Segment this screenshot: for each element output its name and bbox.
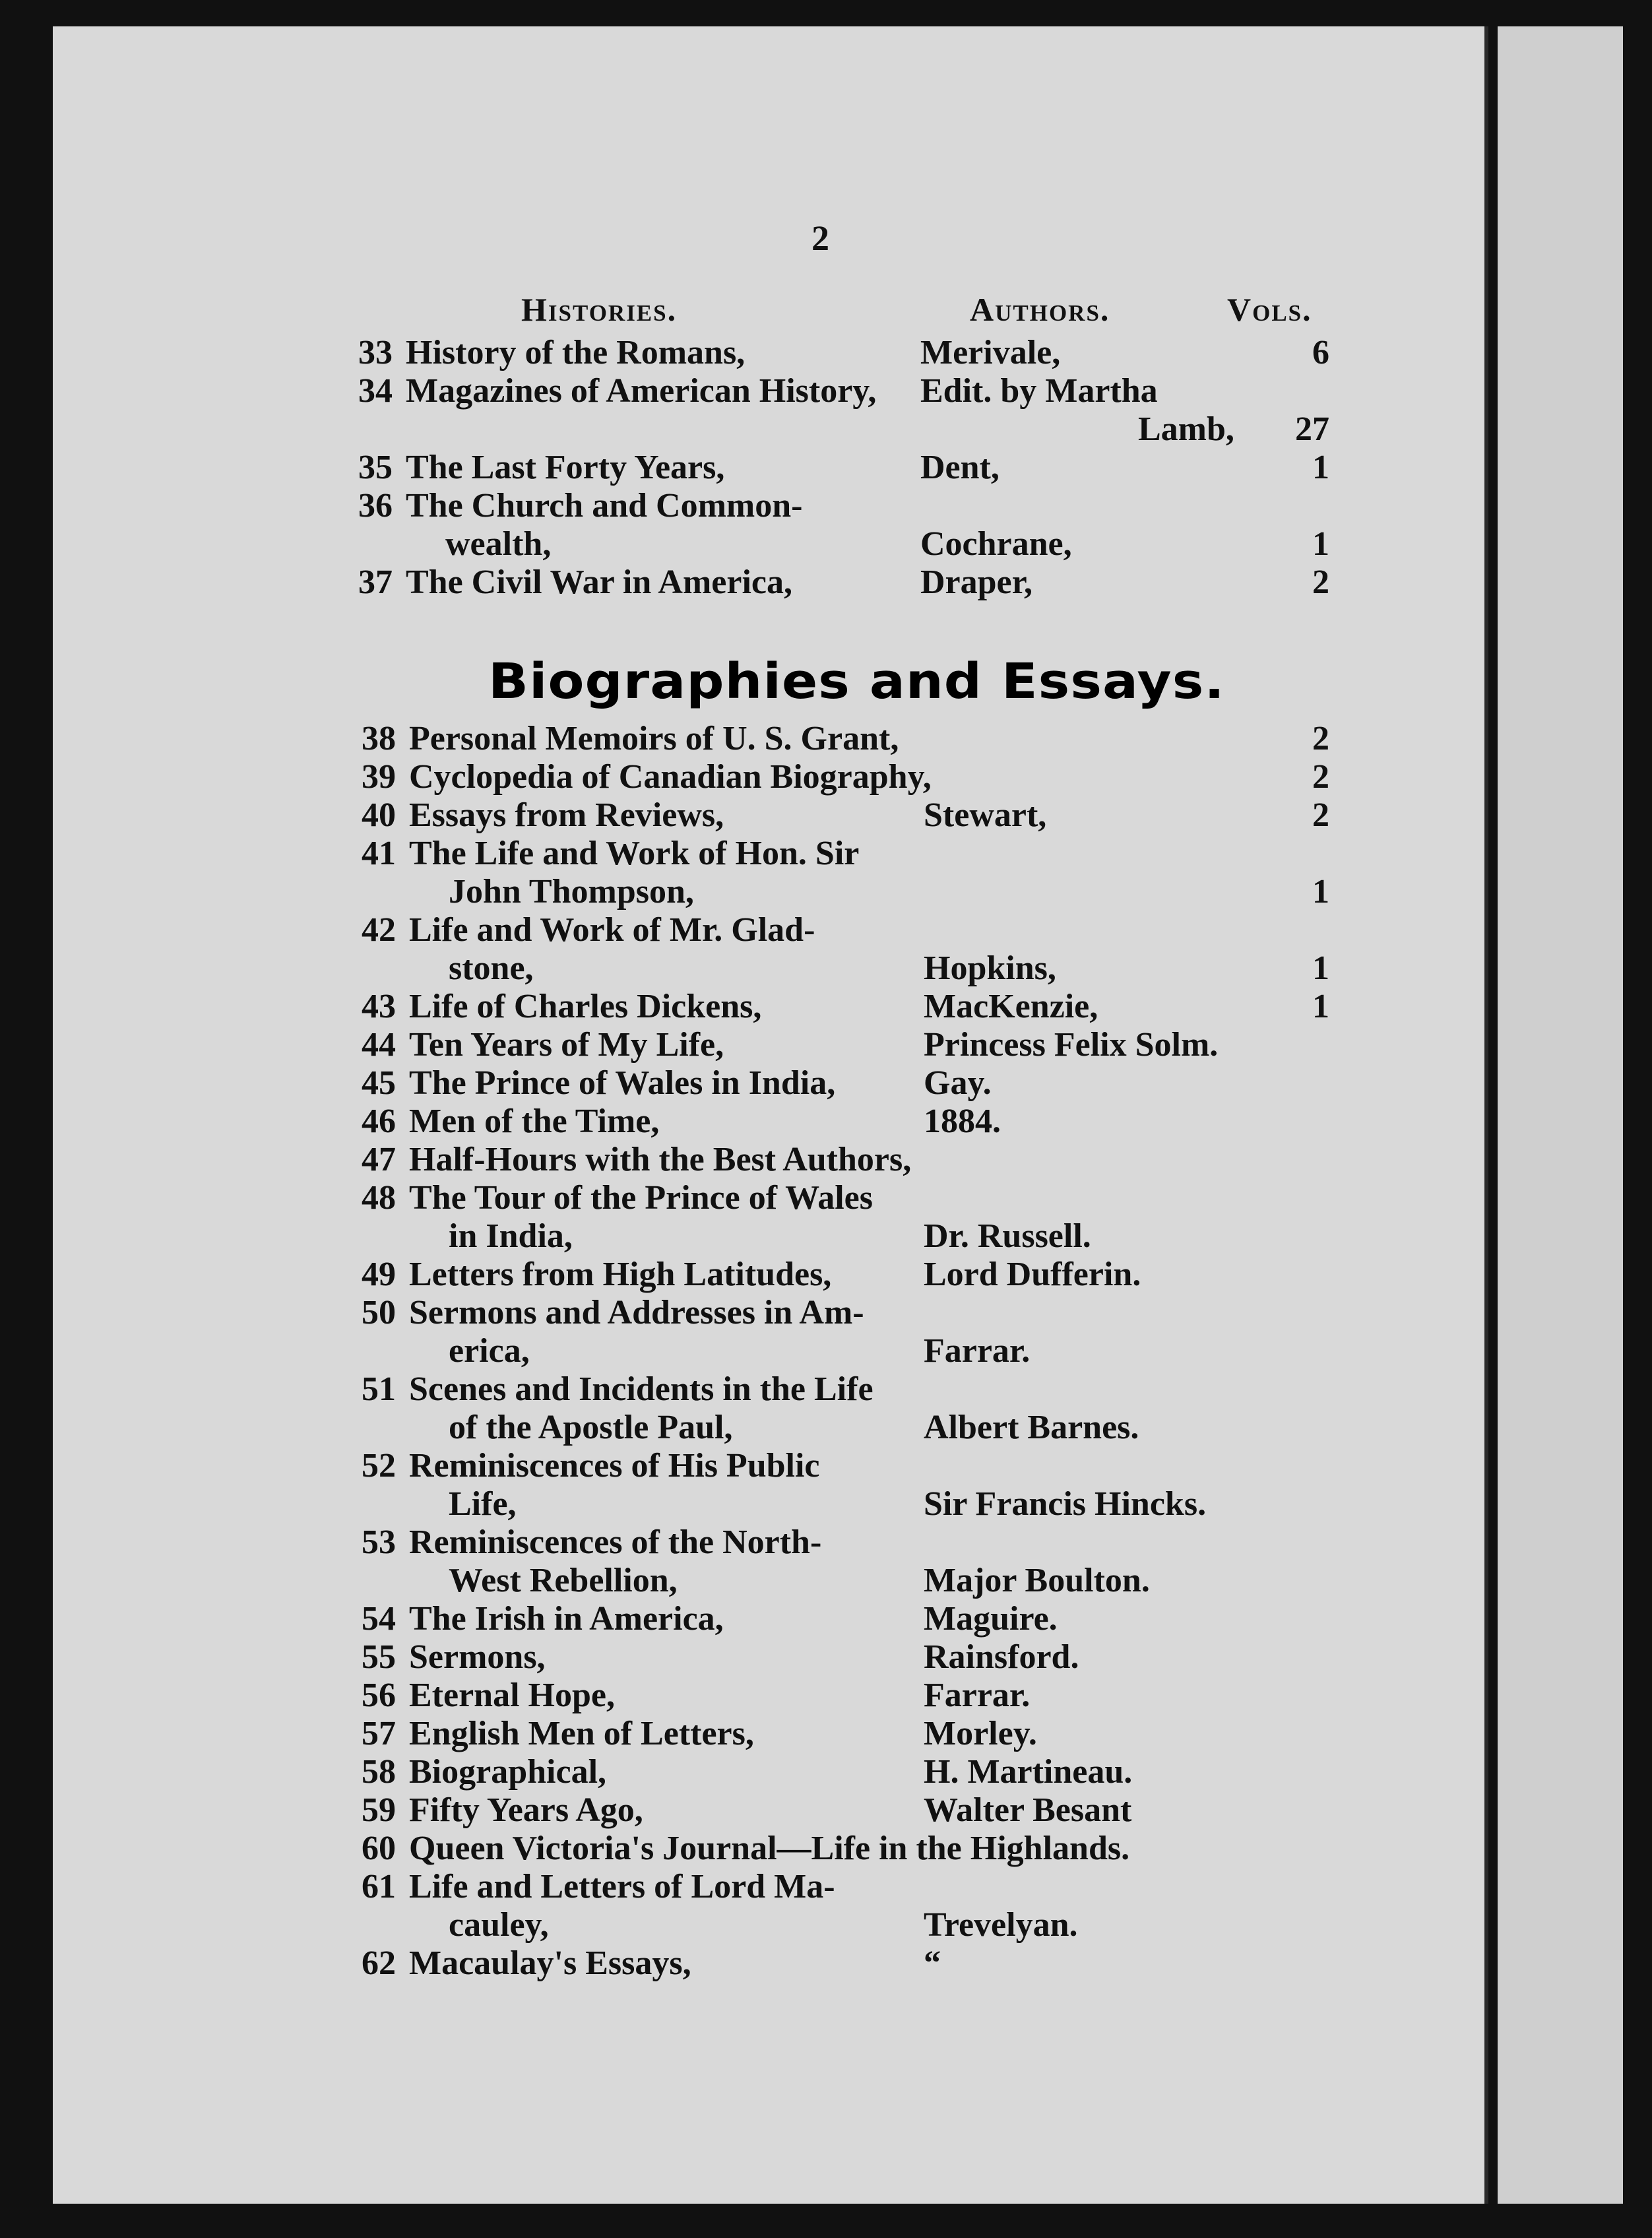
entry-number: 37 [358,563,393,601]
entry-title: Reminiscences of His Public [409,1447,820,1485]
entry-number: 47 [362,1141,396,1178]
entry-number: 34 [358,372,393,410]
entry-title-continued: in India, [449,1217,573,1255]
list-item [343,1446,1329,1486]
entry-vols: 2 [1312,563,1329,601]
list-item [343,1178,1329,1218]
entry-title-continued: West Rebellion, [449,1562,678,1599]
entry-number: 40 [362,796,396,834]
list-item [343,1714,1329,1754]
entry-number: 51 [362,1370,396,1408]
entry-author: Merivale, [920,334,1061,371]
entry-number: 59 [362,1791,396,1829]
list-item [343,1599,1329,1639]
list-item [343,1255,1329,1295]
entry-author: Lord Dufferin. [924,1256,1141,1293]
entry-title: The Civil War in America, [406,563,792,601]
entry-title: Reminiscences of the North- [409,1523,822,1561]
list-item [343,1676,1329,1715]
entry-title-continued: John Thompson, [449,873,694,911]
entry-title: Scenes and Incidents in the Life [409,1370,874,1408]
list-item [343,1752,1329,1792]
entry-title: Sermons and Addresses in Am- [409,1294,864,1331]
entry-title: The Irish in America, [409,1600,724,1638]
list-item-continuation [343,949,1329,988]
entry-vols: 2 [1312,720,1329,757]
list-item-continuation [343,1561,1329,1601]
entry-author: Stewart, [924,796,1047,834]
entry-author: “ [924,1944,941,1982]
entry-author: Draper, [920,563,1032,601]
entry-author: Morley. [924,1715,1037,1752]
section-title: Biographies and Essays. [488,653,1225,710]
entry-title-continued: Life, [449,1485,517,1523]
list-item [343,911,1329,950]
entry-author: H. Martineau. [924,1753,1133,1791]
list-item-continuation [343,1408,1329,1448]
entry-author: Dent, [920,449,1000,486]
entry-author-continued: Lamb, [1138,410,1234,448]
page-number: 2 [811,218,829,258]
entry-author: MacKenzie, [924,988,1098,1025]
list-item [343,1523,1329,1562]
entry-author: Trevelyan. [924,1906,1078,1944]
entry-author: Gay. [924,1064,992,1102]
list-item-continuation [340,410,1329,449]
entry-title-continued: stone, [449,949,534,987]
entry-number: 48 [362,1179,396,1217]
list-item [343,987,1329,1027]
entry-title: Half-Hours with the Best Authors, [409,1141,912,1178]
entry-number: 33 [358,334,393,371]
entry-author: Walter Besant [924,1791,1132,1829]
list-item [340,448,1329,488]
entry-author: Rainsford. [924,1638,1079,1676]
entry-number: 35 [358,449,393,486]
entry-title: Ten Years of My Life, [409,1026,724,1064]
entry-number: 62 [362,1944,396,1982]
facing-page [1498,26,1623,2204]
list-item [343,1944,1329,1983]
list-item [343,757,1329,797]
entry-number: 55 [362,1638,396,1676]
entry-vols: 1 [1312,949,1329,987]
entry-title: Life of Charles Dickens, [409,988,762,1025]
entry-title: Essays from Reviews, [409,796,724,834]
entry-title: Men of the Time, [409,1103,660,1140]
entry-number: 61 [362,1868,396,1905]
list-item [343,1025,1329,1065]
entry-author: Albert Barnes. [924,1409,1139,1446]
entry-title: The Tour of the Prince of Wales [409,1179,873,1217]
list-item [343,1102,1329,1141]
heading-authors: Authors. [970,291,1110,328]
list-item [343,1829,1329,1869]
entry-vols: 6 [1312,334,1329,371]
list-item-continuation [343,1905,1329,1945]
entry-number: 49 [362,1256,396,1293]
entry-title-continued: of the Apostle Paul, [449,1409,733,1446]
entry-title: Life and Letters of Lord Ma- [409,1868,835,1905]
entry-number: 56 [362,1677,396,1714]
entry-title-continued: wealth, [445,525,552,563]
list-item [343,1867,1329,1907]
entry-author: Princess Felix Solm. [924,1026,1219,1064]
list-item [343,834,1329,874]
entry-number: 57 [362,1715,396,1752]
entry-number: 50 [362,1294,396,1331]
list-item [343,1064,1329,1103]
entry-number: 39 [362,758,396,796]
entry-number: 54 [362,1600,396,1638]
entry-author: Farrar. [924,1332,1031,1370]
list-item [343,719,1329,759]
entry-author: Sir Francis Hincks. [924,1485,1207,1523]
list-item [343,1370,1329,1409]
entry-number: 36 [358,487,393,525]
entry-title: Biographical, [409,1753,607,1791]
entry-title: The Prince of Wales in India, [409,1064,836,1102]
entry-author: Dr. Russell. [924,1217,1091,1255]
entry-number: 38 [362,720,396,757]
entry-title: Macaulay's Essays, [409,1944,691,1982]
entry-vols: 1 [1312,449,1329,486]
list-item [343,796,1329,835]
list-item-continuation [343,1217,1329,1256]
entry-title: Life and Work of Mr. Glad- [409,911,815,949]
entry-author: Major Boulton. [924,1562,1150,1599]
list-item-continuation [343,872,1329,912]
entry-vols: 2 [1312,758,1329,796]
entry-number: 41 [362,835,396,872]
list-item [343,1293,1329,1333]
entry-title: Cyclopedia of Canadian Biography, [409,758,932,796]
entry-author: Farrar. [924,1677,1031,1714]
list-item [343,1791,1329,1830]
entry-title: Queen Victoria's Journal—Life in the Highlands. [409,1830,1130,1867]
list-item [343,1140,1329,1180]
entry-number: 58 [362,1753,396,1791]
entry-author: Cochrane, [920,525,1072,563]
entry-author: 1884. [924,1103,1001,1140]
list-item-continuation [340,525,1329,564]
entry-number: 43 [362,988,396,1025]
entry-title: Letters from High Latitudes, [409,1256,832,1293]
entry-author: Maguire. [924,1600,1058,1638]
entry-number: 52 [362,1447,396,1485]
entry-vols: 2 [1312,796,1329,834]
entry-number: 53 [362,1523,396,1561]
entry-number: 44 [362,1026,396,1064]
entry-author: Hopkins, [924,949,1056,987]
entry-title: Sermons, [409,1638,546,1676]
entry-vols: 1 [1312,988,1329,1025]
list-item-continuation [343,1485,1329,1524]
entry-title: Magazines of American History, [406,372,877,410]
entry-title: Personal Memoirs of U. S. Grant, [409,720,899,757]
entry-vols: 1 [1312,873,1329,911]
entry-number: 60 [362,1830,396,1867]
entry-number: 42 [362,911,396,949]
list-item [340,371,1329,411]
heading-histories: Histories. [521,291,678,328]
list-item [343,1638,1329,1677]
entry-title-continued: cauley, [449,1906,549,1944]
entry-title: History of the Romans, [406,334,746,371]
entry-title: The Last Forty Years, [406,449,725,486]
entry-vols: 27 [1295,410,1329,448]
list-item [340,563,1329,602]
entry-title: The Life and Work of Hon. Sir [409,835,860,872]
entry-vols: 1 [1312,525,1329,563]
entry-author: Edit. by Martha [920,372,1158,410]
entry-title: The Church and Common- [406,487,803,525]
list-item-continuation [343,1331,1329,1371]
entry-title: English Men of Letters, [409,1715,754,1752]
entry-number: 45 [362,1064,396,1102]
list-item [340,486,1329,526]
list-item [340,333,1329,373]
entry-title: Fifty Years Ago, [409,1791,643,1829]
entry-title: Eternal Hope, [409,1677,615,1714]
heading-vols: Vols. [1227,291,1312,328]
entry-title-continued: erica, [449,1332,530,1370]
entry-number: 46 [362,1103,396,1140]
